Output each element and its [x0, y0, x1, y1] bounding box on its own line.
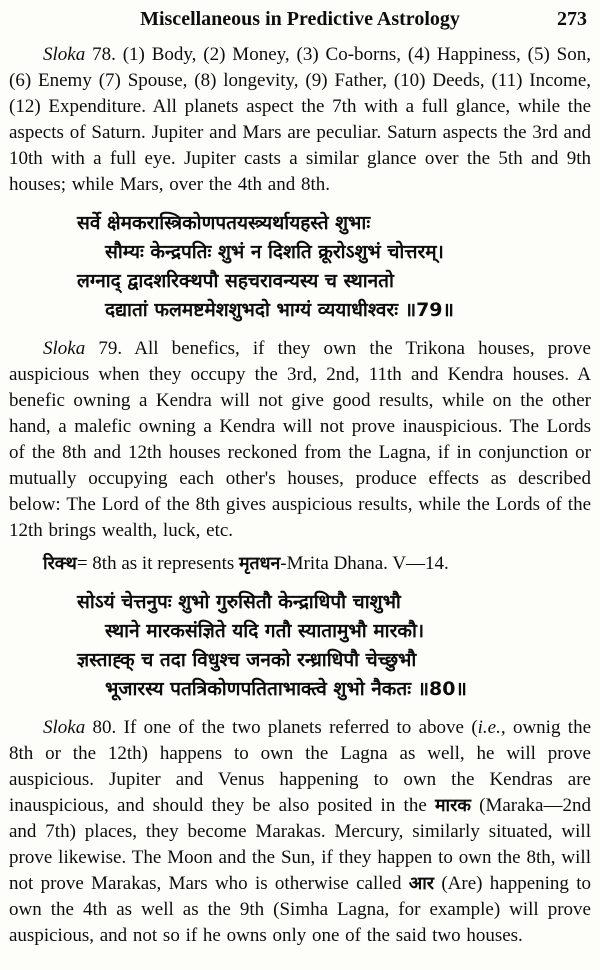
text-run: Sloka [43, 338, 86, 359]
verse-line: ज्ञस्ताह्क् च तदा विधुश्च जनको रन्ध्राधिपौ चेच्छुभौ [77, 649, 417, 671]
text-run: 79. All benefics, if they own the Trikona houses, prove auspicious when they occupy the 3rd, 2nd, 11th and Kendra houses. A benefic owning a Kendra will not give good results, while on the other hand, a malefic owning a Kendra will not prove inauspicious. The Lords of the 8th and 12th houses reckoned from the Lagna, if in conjunction or mutually occupying each other's houses, produce effects as described below: The Lord of the 8th gives auspicious results, while the Lords of the 12th brings wealth, luck, etc. [9, 338, 591, 541]
verse-line: सोऽयं चेत्तनुपः शुभो गुरुसितौ केन्द्राधिपौ चाशुभौ [77, 591, 401, 613]
paragraph-sloka-78 [9, 42, 591, 198]
devanagari-inline-term: आर [408, 874, 435, 894]
text-run: 80. If one of the two planets referred to above ( [85, 717, 478, 738]
paragraph-sloka-79 [9, 336, 591, 544]
text-run: i.e., [477, 717, 506, 738]
verse-line: सौम्यः केन्द्रपतिः शुभं न दिशति क्रूरोऽशुभं चोत्तरम्। [105, 241, 444, 263]
verse-line: सर्वे क्षेमकरास्त्रिकोणपतयस्त्र्यर्थायहस्ते शुभाः [77, 212, 371, 234]
page-title: Miscellaneous in Predictive Astrology [140, 8, 460, 30]
page-header [9, 7, 591, 31]
devanagari-inline-term: रिक्थ [43, 554, 77, 574]
text-run: = 8th as it represents [76, 553, 239, 574]
verse-line: भूजारस्य पतत्रिकोणपतिताभाक्त्वे शुभो नैकतः ॥80॥ [105, 678, 467, 700]
sanskrit-verse-80 [77, 588, 591, 704]
text-run: -Mrita Dhana. V—14. [280, 553, 449, 574]
paragraph-sloka-80 [9, 715, 591, 949]
text-run: Sloka [43, 717, 86, 738]
devanagari-inline-term: मृतधन [239, 554, 281, 574]
verse-line: लग्नाद् द्वादशरिक्थपौ सहचरावन्यस्य च स्थानतो [77, 270, 394, 292]
text-run: (Maraka—2nd and 7th) places, they become Marakas. Mercury, similarly situated, will prove likewise. The Moon and the Sun, if they happen to own the 8th, will not prove Marakas, Mars who is otherwise called [9, 795, 591, 894]
page-number: 273 [557, 8, 587, 30]
text-run: (Are) happening to own the 4th as well as the 9th (Simha Lagna, for example) will prove auspicious, and not so if he owns only one of the said two houses. [9, 873, 592, 946]
text-run: 78. (1) Body, (2) Money, (3) Co-borns, (4) Happiness, (5) Son, (6) Enemy (7) Spouse, (8) longevity, (9) Father, (10) Deeds, (11) Income, (12) Expenditure. All planets aspect the 7th with a full glance, while the aspects of Saturn. Jupiter and Mars are peculiar. Saturn aspects the 3rd and 10th with a full eye. Jupiter casts a similar glance over the 5th and 9th houses; while Mars, over the 4th and 8th. [9, 44, 591, 195]
text-run: ownig the 8th or the 12th) happens to own the Lagna as well, he will prove auspicious. Jupiter and Venus happening to own the Kendras are inauspicious, and should they be also posited in the [9, 717, 592, 816]
devanagari-inline-term: मारक [434, 796, 471, 816]
verse-line: स्थाने मारकसंज्ञिते यदि गतौ स्यातामुभौ मारकौ। [105, 620, 425, 642]
sanskrit-verse-79 [77, 209, 591, 325]
rikta-definition-note [9, 551, 591, 577]
verse-line: दद्यातां फलमष्टमेशशुभदो भाग्यं व्ययाधीश्वरः ॥79॥ [105, 299, 454, 321]
text-run: Sloka [43, 44, 86, 65]
